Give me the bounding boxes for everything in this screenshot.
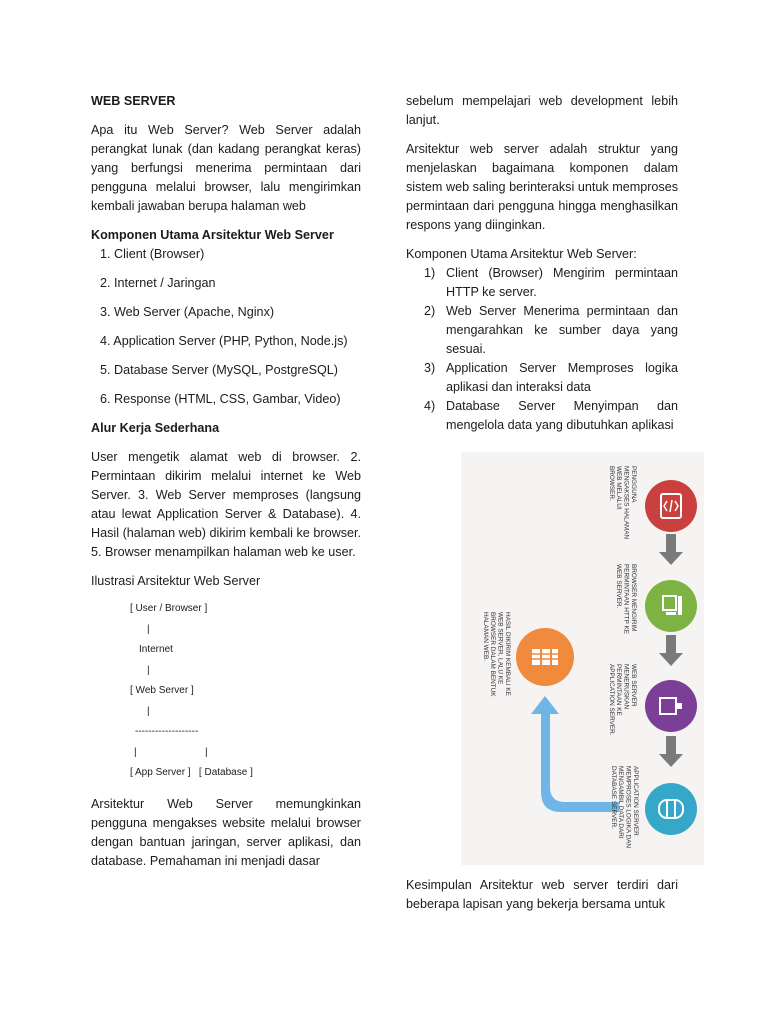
down-arrow xyxy=(659,635,683,666)
ascii-pipe: | xyxy=(134,747,137,758)
list-number: 4) xyxy=(424,399,436,413)
conclusion-block xyxy=(406,876,678,914)
ascii-app-db: [ App Server ] [ Database ] xyxy=(130,767,253,778)
illustration-heading: Ilustrasi Arsitektur Web Server xyxy=(91,574,261,588)
step2-label: BROWSER MENGIRIM PERMINTAAN HTTP KE WEB SERVER. xyxy=(615,564,637,635)
down-arrow xyxy=(659,534,683,565)
ascii-user-browser: [ User / Browser ] xyxy=(130,603,208,614)
list-item xyxy=(406,359,678,397)
list-number: 3) xyxy=(424,361,436,375)
step4-circle xyxy=(645,783,697,835)
list-item: 5. Database Server (MySQL, PostgreSQL) xyxy=(100,363,338,377)
list-item xyxy=(406,397,678,435)
right-column xyxy=(406,92,678,435)
left-column xyxy=(91,92,361,871)
ascii-pipe: | xyxy=(147,624,150,635)
components-heading: Komponen Utama Arsitektur Web Server xyxy=(91,228,334,242)
ascii-internet: Internet xyxy=(139,644,173,655)
list-text: Database Server Menyimpan dan mengelola data yang dibutuhkan aplikasi xyxy=(446,399,678,432)
components-list xyxy=(91,245,361,409)
step1-label: PENGGUNA MENGAKSES HALAMAN WEB MELALUI BROWSER. xyxy=(607,466,637,540)
document-title: WEB SERVER xyxy=(91,94,176,108)
closing-paragraph: Arsitektur Web Server memungkinkan pengguna mengakses website melalui browser dengan bantuan jaringan, server aplikasi, dan database. Pemahaman ini menjadi dasar xyxy=(91,797,361,868)
intro-paragraph: Apa itu Web Server? Web Server adalah perangkat lunak (dan kadang perangkat keras) yang berfungsi menerima permintaan dari pengguna melalui browser, lalu mengirimkan kembali jawaban berupa halaman web xyxy=(91,123,361,213)
server-rack-icon xyxy=(532,649,558,665)
list-item: 2. Internet / Jaringan xyxy=(100,276,216,290)
ascii-pipe: | xyxy=(147,706,150,717)
list-text: Application Server Memproses logika aplikasi dan interaksi data xyxy=(446,361,678,394)
step3-label: WEB SERVER MENERUSKAN PERMINTAAN KE APPLICATION SERVER. xyxy=(607,664,637,736)
list-item: 1. Client (Browser) xyxy=(100,247,205,261)
list-number: 1) xyxy=(424,266,436,280)
flow-paragraph: User mengetik alamat web di browser. 2. Permintaan dikirim melalui internet ke Web Server. 3. Web Server memproses (langsung atau lewat Application Server & Database). 4. Hasil (halaman web) dikirim kembali ke browser. 5. Browser menampilkan halaman web ke user. xyxy=(91,450,361,559)
conclusion-paragraph: Kesimpulan Arsitektur web server terdiri dari beberapa lapisan yang bekerja bersama untuk xyxy=(406,878,678,911)
down-arrow xyxy=(659,736,683,767)
architecture-diagram xyxy=(461,452,704,865)
ascii-dashes: ------------------- xyxy=(135,726,199,737)
components-heading-right: Komponen Utama Arsitektur Web Server: xyxy=(406,247,637,261)
list-item: 4. Application Server (PHP, Python, Node.js) xyxy=(100,334,348,348)
ascii-pipe: | xyxy=(147,665,150,676)
definition-paragraph: Arsitektur web server adalah struktur yang menjelaskan bagaimana komponen dalam sistem web saling berinteraksi untuk memproses permintaan dari pengguna hingga menghasilkan respons yang diinginkan. xyxy=(406,142,678,232)
step4-label: APPLICATION SERVER MEMPROSES LOGIKA DAN MENGAMBIL DATA DARI DATABASE SERVER. xyxy=(609,766,639,849)
list-text: Client (Browser) Mengirim permintaan HTTP ke server. xyxy=(446,266,678,299)
ascii-web-server: [ Web Server ] xyxy=(130,685,194,696)
list-item xyxy=(406,302,678,359)
list-text: Web Server Menerima permintaan dan mengarahkan ke sumber daya yang sesuai. xyxy=(446,304,678,356)
result-label: HASIL DIKIRIM KEMBALI KE WEB SERVER, LALU KE BROWSER DALAM BENTUK HALAMAN WEB. xyxy=(481,612,511,697)
components-list-right xyxy=(406,264,678,435)
ascii-diagram xyxy=(91,599,361,795)
list-number: 2) xyxy=(424,304,436,318)
continuation-paragraph: sebelum mempelajari web development lebih lanjut. xyxy=(406,94,678,127)
list-item: 3. Web Server (Apache, Nginx) xyxy=(100,305,275,319)
ascii-pipe: | xyxy=(205,747,208,758)
step3-circle xyxy=(645,680,697,732)
flow-heading: Alur Kerja Sederhana xyxy=(91,421,220,435)
list-item: 6. Response (HTML, CSS, Gambar, Video) xyxy=(100,392,341,406)
step2-circle xyxy=(645,580,697,632)
list-item xyxy=(406,264,678,302)
